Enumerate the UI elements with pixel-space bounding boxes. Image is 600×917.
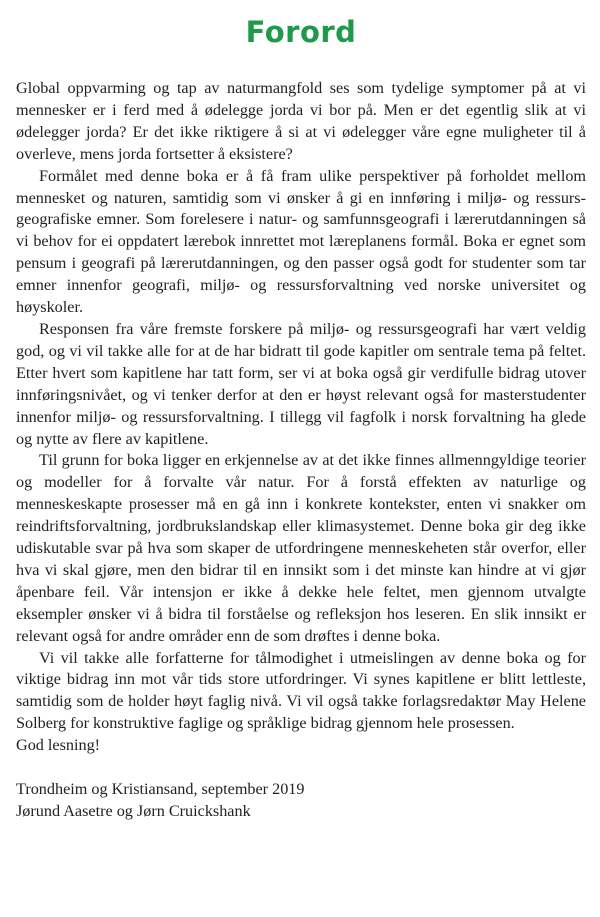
paragraph-1: Global oppvarming og tap av naturmangfold ses som tydelige symptomer på at vi mennesker er i ferd med å ødelegge jorda vi bor på. Men er det egentlig slik at vi ødelegger jorda? Er det ikke riktigere å si at vi ødelegger våre egne muligheter til å overleve, mens jorda fortsetter å eksistere? bbox=[16, 79, 586, 163]
page-title: Forord bbox=[245, 15, 357, 49]
preface-body bbox=[16, 78, 586, 823]
paragraph-4: Til grunn for boka ligger en erkjennelse av at det ikke finnes allmenngyldige teorier og modeller for å forvalte vår natur. For å forstå effekten av naturlige og menneskeskapte prosesser må en gå inn i konkrete kontekster, enten vi snakker om reindriftsforvaltning, jordbrukslandskap eller klimasystemet. Denne boka gir deg ikke udiskutable svar på hva som skaper de utfordringene menneskeheten står overfor, eller hva vi skal gjøre, men den bidrar til en innsikt som i det minste kan hindre at vi gjør åpenbare feil. Vår intensjon er ikke å dekke hele feltet, men gjennom utvalgte eksempler ønsker vi å bidra til forståelse og refleksjon hos leseren. En slik innsikt er relevant også for andre områder enn de som drøftes i denne boka. bbox=[16, 451, 586, 645]
paragraph-3: Responsen fra våre fremste forskere på miljø- og ressursgeografi har vært veldig god, og vi vil takke alle for at de har bidratt til gode kapitler om sentrale tema på feltet. Etter hvert som kapitlene har tatt form, ser vi at boka også gir verdifulle bidrag utover innføringsnivået, og vi tenker derfor at den er høyst relevant også for masterstudenter innenfor miljø- og ressursforvaltning. I tillegg vil fagfolk i norsk forvaltning ha glede og nytte av flere av kapitlene. bbox=[16, 319, 586, 448]
paragraph-2: Formålet med denne boka er å få fram ulike perspektiver på forholdet mellom mennesket og naturen, samtidig som vi ønsker å gi en innføring i miljø- og ressursgeografiske emner. Som forelesere i natur- og samfunnsgeografi i lærerutdanningen så vi behov for ei oppdatert lærebok innrettet mot læreplanens formål. Boka er egnet som pensum i geografi på lærerutdanningen, og den passer også godt for studenter som tar emner innenfor geografi, miljø- og ressursforvaltning ved norske universitet og høyskoler. bbox=[16, 166, 586, 317]
place-date: Trondheim og Kristiansand, september 2019 bbox=[16, 780, 305, 799]
signoff bbox=[16, 779, 586, 823]
paragraph-5: Vi vil takke alle forfatterne for tålmodighet i utmeislingen av denne boka og for viktige bidrag inn mot vår tids store utfordringer. Vi synes kapitlene er blitt lettleste, samtidig som de holder høyt faglig nivå. Vi vil også takke forlagsredaktør May Helene Solberg for konstruktive faglige og språklige bidrag gjennom hele prosessen. bbox=[16, 648, 586, 733]
authors: Jørund Aasetre og Jørn Cruickshank bbox=[16, 802, 251, 820]
closing-line: God lesning! bbox=[16, 736, 101, 755]
